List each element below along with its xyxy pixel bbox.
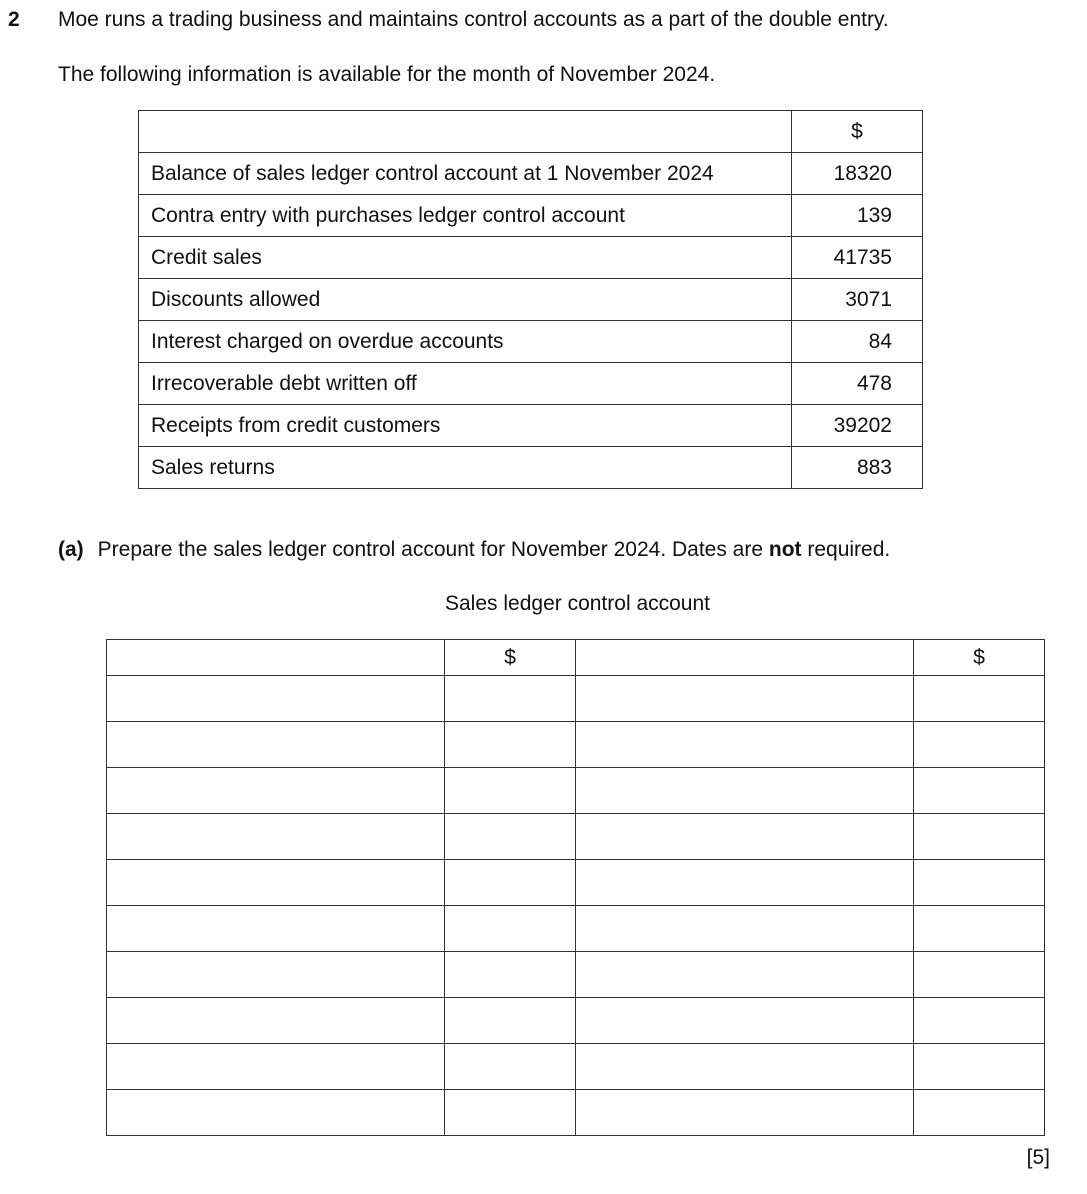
table-row: [139, 321, 923, 363]
credit-details-cell[interactable]: [575, 906, 913, 952]
credit-details-cell[interactable]: [575, 1044, 913, 1090]
table-row: [139, 153, 923, 195]
marks-allocation: [5]: [1026, 1146, 1050, 1169]
ledger-title: Sales ledger control account: [445, 592, 710, 615]
debit-amount-cell[interactable]: [445, 814, 576, 860]
debit-amount-cell[interactable]: [445, 722, 576, 768]
credit-details-cell[interactable]: [575, 998, 913, 1044]
debit-amount-cell[interactable]: [445, 676, 576, 722]
credit-amount-cell[interactable]: [914, 1044, 1045, 1090]
debit-currency-header: $: [445, 640, 576, 676]
table-header-row: [139, 111, 923, 153]
ledger-row: [107, 906, 1045, 952]
credit-details-cell[interactable]: [575, 860, 913, 906]
ledger-row: [107, 998, 1045, 1044]
debit-details-cell[interactable]: [107, 722, 445, 768]
debit-details-cell[interactable]: [107, 1044, 445, 1090]
ledger-row: [107, 952, 1045, 998]
question-number: 2: [8, 8, 20, 31]
debit-details-cell[interactable]: [107, 768, 445, 814]
credit-amount-cell[interactable]: [914, 814, 1045, 860]
ledger-row: [107, 722, 1045, 768]
debit-amount-cell[interactable]: [445, 860, 576, 906]
part-a-text: Prepare the sales ledger control account for November 2024. Dates are: [97, 538, 769, 561]
item-amount: 39202: [792, 405, 923, 447]
credit-details-cell[interactable]: [575, 952, 913, 998]
credit-amount-cell[interactable]: [914, 676, 1045, 722]
table-row: [139, 363, 923, 405]
credit-details-cell[interactable]: [575, 722, 913, 768]
credit-amount-cell[interactable]: [914, 952, 1045, 998]
item-label: Contra entry with purchases ledger control account: [139, 195, 792, 237]
item-amount: 84: [792, 321, 923, 363]
question-intro: Moe runs a trading business and maintains control accounts as a part of the double entry.: [58, 8, 889, 31]
item-label: Credit sales: [139, 237, 792, 279]
item-amount: 139: [792, 195, 923, 237]
item-label: Irrecoverable debt written off: [139, 363, 792, 405]
credit-amount-cell[interactable]: [914, 906, 1045, 952]
part-a-emphasis: not: [768, 538, 802, 561]
debit-details-cell[interactable]: [107, 860, 445, 906]
currency-header: $: [792, 111, 923, 153]
table-row: [139, 195, 923, 237]
item-amount: 883: [792, 447, 923, 489]
ledger-row: [107, 860, 1045, 906]
item-label: Sales returns: [139, 447, 792, 489]
ledger-row: [107, 1090, 1045, 1136]
debit-amount-cell[interactable]: [445, 1044, 576, 1090]
part-a-label: (a): [58, 538, 84, 561]
credit-details-cell[interactable]: [575, 768, 913, 814]
debit-details-cell[interactable]: [107, 998, 445, 1044]
table-row: [139, 279, 923, 321]
ledger-row: [107, 768, 1045, 814]
item-label: Interest charged on overdue accounts: [139, 321, 792, 363]
ledger-row: [107, 814, 1045, 860]
debit-amount-cell[interactable]: [445, 952, 576, 998]
item-amount: 478: [792, 363, 923, 405]
debit-amount-cell[interactable]: [445, 1090, 576, 1136]
debit-details-cell[interactable]: [107, 906, 445, 952]
credit-amount-cell[interactable]: [914, 722, 1045, 768]
debit-details-cell[interactable]: [107, 676, 445, 722]
item-amount: 18320: [792, 153, 923, 195]
item-label: Discounts allowed: [139, 279, 792, 321]
item-label: Receipts from credit customers: [139, 405, 792, 447]
credit-amount-cell[interactable]: [914, 998, 1045, 1044]
part-a-instruction: [58, 538, 890, 562]
debit-amount-cell[interactable]: [445, 768, 576, 814]
credit-amount-cell[interactable]: [914, 768, 1045, 814]
ledger-account-table: [106, 639, 1045, 1136]
information-table: [138, 110, 923, 489]
debit-details-cell[interactable]: [107, 952, 445, 998]
table-row: [139, 405, 923, 447]
credit-details-header: [575, 640, 913, 676]
item-amount: 41735: [792, 237, 923, 279]
debit-amount-cell[interactable]: [445, 906, 576, 952]
debit-details-header: [107, 640, 445, 676]
header-blank-cell: [139, 111, 792, 153]
credit-amount-cell[interactable]: [914, 860, 1045, 906]
credit-currency-header: $: [914, 640, 1045, 676]
debit-details-cell[interactable]: [107, 1090, 445, 1136]
item-amount: 3071: [792, 279, 923, 321]
ledger-row: [107, 1044, 1045, 1090]
debit-details-cell[interactable]: [107, 814, 445, 860]
ledger-row: [107, 676, 1045, 722]
credit-details-cell[interactable]: [575, 1090, 913, 1136]
credit-amount-cell[interactable]: [914, 1090, 1045, 1136]
table-row: [139, 237, 923, 279]
credit-details-cell[interactable]: [575, 676, 913, 722]
ledger-header-row: [107, 640, 1045, 676]
info-line: The following information is available for the month of November 2024.: [58, 63, 716, 86]
part-a-text-end: required.: [801, 538, 891, 561]
table-row: [139, 447, 923, 489]
credit-details-cell[interactable]: [575, 814, 913, 860]
debit-amount-cell[interactable]: [445, 998, 576, 1044]
item-label: Balance of sales ledger control account at 1 November 2024: [139, 153, 792, 195]
